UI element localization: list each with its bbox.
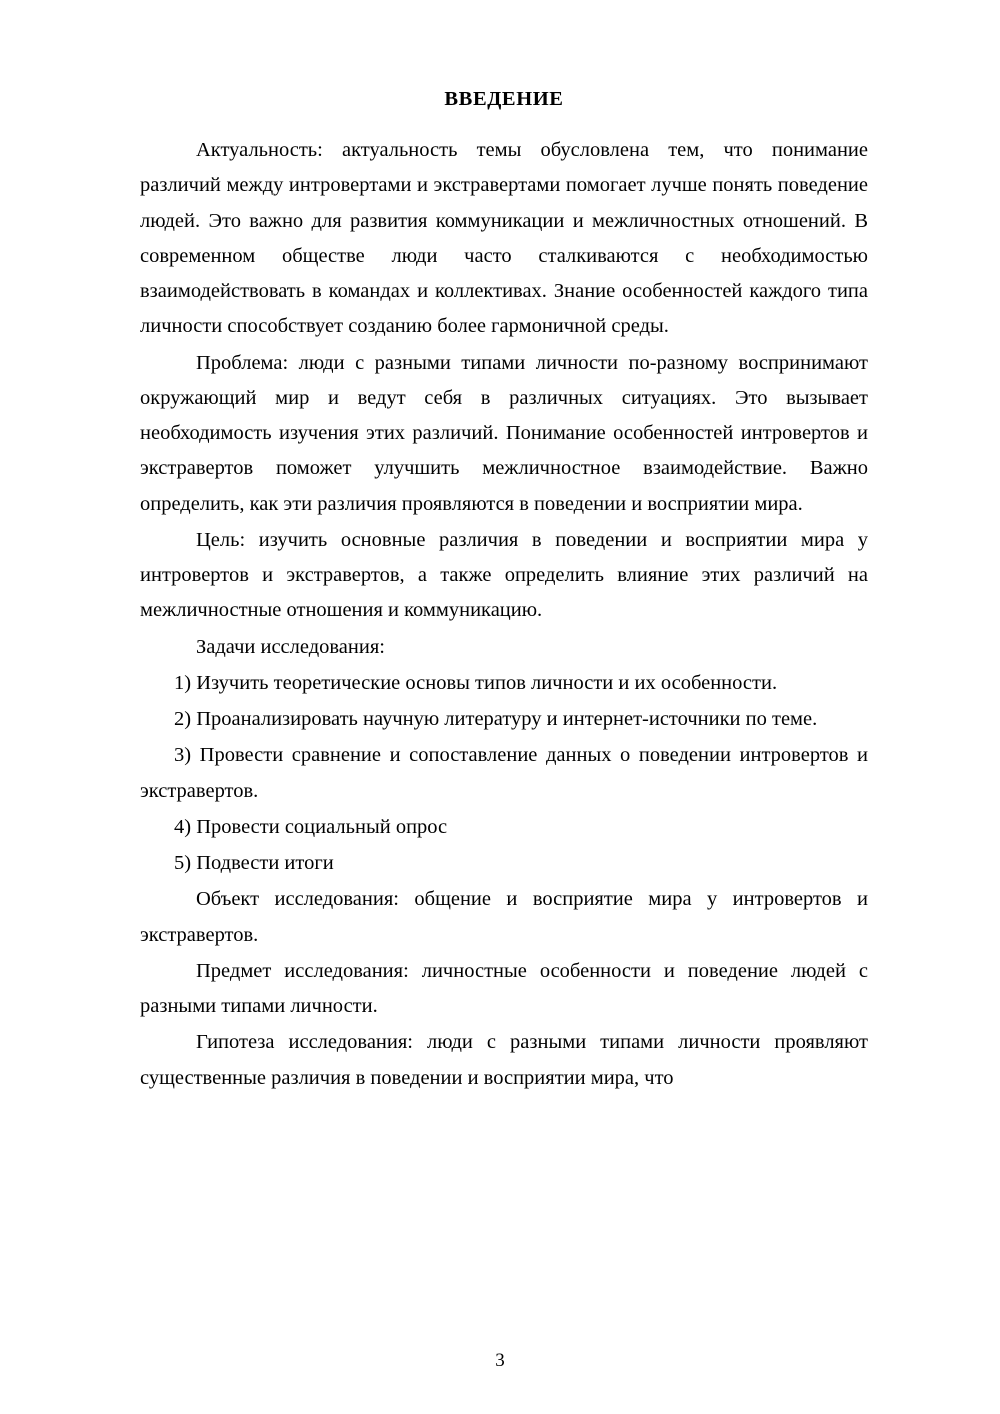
paragraph-hypothesis: Гипотеза исследования: люди с разными типами личности проявляют существенные различия в поведении и восприятии мира, что [140, 1031, 868, 1089]
list-item-task-4: 4) Провести социальный опрос [174, 815, 448, 838]
paragraph-goal: Цель: изучить основные различия в поведении и восприятии мира у интровертов и экстравертов, а также определить влияние этих различий на межличностные отношения и коммуникацию. [140, 528, 868, 622]
list-item-task-5: 5) Подвести итоги [174, 852, 334, 874]
paragraph-problem: Проблема: люди с разными типами личности по-разному воспринимают окружающий мир и ведут себя в различных ситуациях. Это вызывает необходимость изучения этих различий. Понимание особенностей интровертов и экстравертов поможет улучшить межличностное взаимодействие. Важно определить, как эти различия проявляются в поведении и восприятии мира. [140, 351, 868, 515]
page-number: 3 [495, 1350, 505, 1371]
list-item-task-3: 3) Провести сравнение и сопоставление данных о поведении интровертов и экстравертов. [140, 744, 868, 802]
paragraph-object: Объект исследования: общение и восприятие мира у интровертов и экстравертов. [140, 888, 868, 946]
paragraph-relevance: Актуальность: актуальность темы обусловлена тем, что понимание различий между интровертами и экстравертами помогает лучше понять поведение людей. Это важно для развития коммуникации и межличностных отношений. В современном обществе люди часто сталкиваются с необходимостью взаимодействовать в командах и коллективах. Знание особенностей каждого типа личности способствует созданию более гармоничной среды. [140, 139, 868, 338]
list-item-task-1: 1) Изучить теоретические основы типов личности и их особенности. [174, 671, 778, 694]
page-title: ВВЕДЕНИЕ [444, 88, 564, 110]
list-item-task-2: 2) Проанализировать научную литературу и интернет-источники по теме. [174, 708, 818, 730]
paragraph-subject: Предмет исследования: личностные особенности и поведение людей с разными типами личности. [140, 959, 868, 1017]
paragraph-tasks-heading: Задачи исследования: [196, 635, 385, 658]
